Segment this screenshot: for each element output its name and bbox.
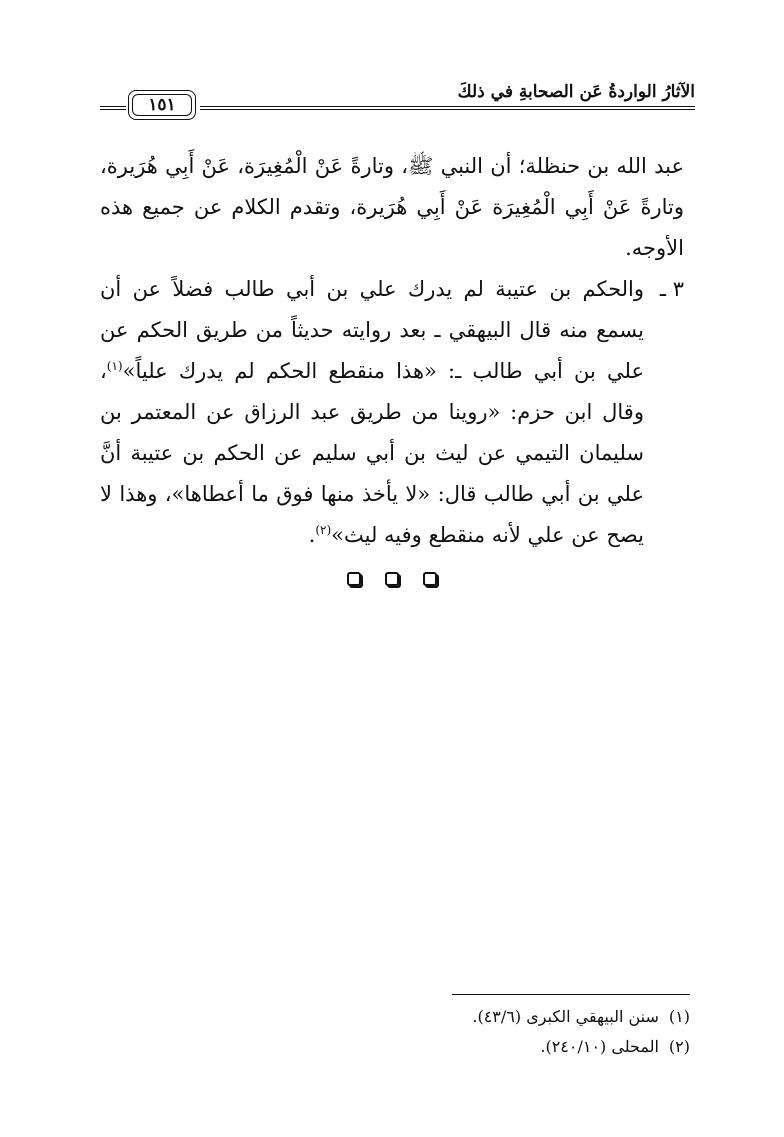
footnote-ref-2[interactable]: (٢): [315, 523, 332, 537]
page-header: [100, 82, 695, 122]
item-number: ٣ ـ: [659, 277, 684, 301]
header-rule-left: [100, 106, 126, 110]
list-item-3: [100, 269, 684, 556]
paragraph-1: عبد الله بن حنظلة؛ أن النبي ﷺ، وتارةً عَنْ الْمُغِيرَة، عَنْ أَبِي هُرَيرة، وتارةً عَنْ أَبِي الْمُغِيرَة عَنْ أَبِي هُرَيرة، وتقدم الكلام عن جميع هذه الأوجه.: [100, 154, 684, 260]
footnote-text: المحلى (٢٤٠/١٠).: [540, 1037, 659, 1056]
footnote-ref-1[interactable]: (١): [106, 359, 123, 373]
footnote-rule: [452, 994, 690, 995]
header-rule: [200, 106, 695, 110]
separator-square-icon: [385, 572, 399, 586]
main-text: [100, 146, 684, 556]
separator-square-icon: [347, 572, 361, 586]
item-text-b: ، وقال ابن حزم: «روينا من طريق عبد الرزاق عن المعتمر بن سليمان التيمي عن ليث بن أبي سليم عن الحكم بن عتيبة أنَّ علي بن أبي طالب قال: «لا يأخذ منها فوق ما أعطاها»، وهذا لا يصح عن علي لأنه منقطع وفيه ليث»: [100, 359, 644, 547]
page-number-badge: [128, 90, 196, 120]
item-text-c: .: [308, 523, 316, 547]
footnote-number: (١): [668, 1007, 690, 1026]
footnote-number: (٢): [668, 1037, 690, 1056]
page-number: ١٥١: [148, 95, 176, 115]
footnote-text: سنن البيهقي الكبرى (٤٣/٦).: [472, 1007, 659, 1026]
section-separator: [0, 572, 784, 586]
footnotes: [100, 1002, 690, 1062]
separator-square-icon: [423, 572, 437, 586]
footnote-1: [100, 1002, 690, 1032]
running-title: الآثارُ الواردةُ عَن الصحابةِ في ذلكَ: [457, 82, 695, 102]
item-text-a: والحكم بن عتيبة لم يدرك علي بن أبي طالب فضلاً عن أن يسمع منه قال البيهقي ـ بعد روايته حديثاً من طريق الحكم عن علي بن أبي طالب ـ: «هذا منقطع الحكم لم يدرك علياً»: [100, 277, 644, 383]
footnote-2: [100, 1032, 690, 1062]
